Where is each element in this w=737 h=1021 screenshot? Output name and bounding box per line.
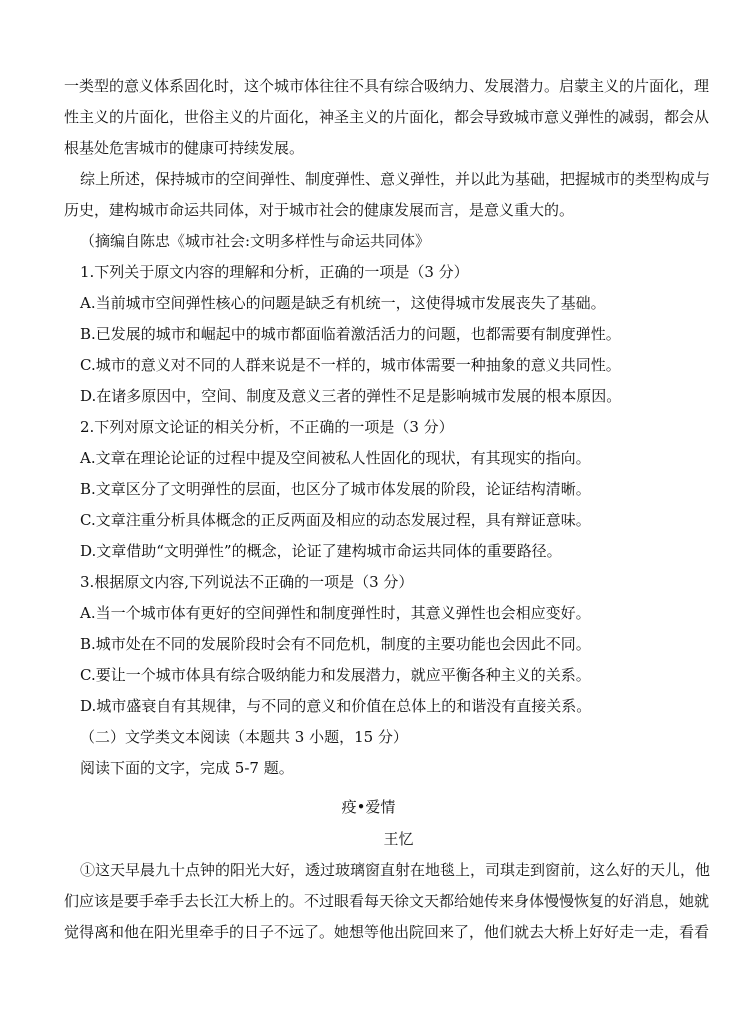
story-title: 疫•爱情 [341, 798, 396, 816]
answer-option: D.城市盛衰自有其规律，与不同的意义和价值在总体上的和谐没有直接关系。 [80, 697, 592, 715]
answer-option: C.城市的意义对不同的人群来说是不一样的，城市体需要一种抽象的意义共同性。 [80, 356, 621, 374]
instruction-line: 阅读下面的文字，完成 5-7 题。 [80, 759, 294, 777]
story-line: 们应该是要手牵手去长江大桥上的。不过眼看每天徐文天都给她传来身体慢慢恢复的好消息，她就 [64, 892, 710, 910]
answer-option: C.文章注重分析具体概念的正反两面及相应的动态发展过程，具有辩证意味。 [80, 511, 591, 529]
answer-option: A.当前城市空间弹性核心的问题是缺乏有机统一，这使得城市发展丧失了基础。 [80, 294, 606, 312]
question-stem: 1.下列关于原文内容的理解和分析，正确的一项是（3 分） [80, 263, 469, 281]
answer-option: D.在诸多原因中，空间、制度及意义三者的弹性不足是影响城市发展的根本原因。 [80, 387, 622, 405]
story-author: 王忆 [383, 830, 414, 848]
question-stem: 3.根据原文内容,下列说法不正确的一项是（3 分） [80, 573, 414, 591]
answer-option: B.已发展的城市和崛起中的城市都面临着激活活力的问题，也都需要有制度弹性。 [80, 325, 621, 343]
question-stem: 2.下列对原文论证的相关分析，不正确的一项是（3 分） [80, 418, 454, 436]
answer-option: B.城市处在不同的发展阶段时会有不同危机，制度的主要功能也会因此不同。 [80, 635, 591, 653]
answer-option: B.文章区分了文明弹性的层面，也区分了城市体发展的阶段，论证结构清晰。 [80, 480, 591, 498]
story-line: ①这天早晨九十点钟的阳光大好，透过玻璃窗直射在地毯上，司琪走到窗前，这么好的天儿，他 [80, 861, 711, 879]
paragraph-line: 综上所述，保持城市的空间弹性、制度弹性、意义弹性，并以此为基础，把握城市的类型构成与 [80, 170, 711, 188]
answer-option: A.当一个城市体有更好的空间弹性和制度弹性时，其意义弹性也会相应变好。 [80, 604, 591, 622]
story-line: 觉得离和他在阳光里牵手的日子不远了。她想等他出院回来了，他们就去大桥上好好走一走，看看 [64, 923, 710, 941]
paragraph-line: 一类型的意义体系固化时，这个城市体往往不具有综合吸纳力、发展潜力。启蒙主义的片面化，理 [64, 77, 710, 95]
section-heading: （二）文学类文本阅读（本题共 3 小题，15 分） [80, 728, 408, 746]
source-citation: （摘编自陈忠《城市社会:文明多样性与命运共同体》 [80, 232, 431, 250]
paragraph-line: 根基处危害城市的健康可持续发展。 [64, 139, 305, 157]
paragraph-line: 性主义的片面化，世俗主义的片面化，神圣主义的片面化，都会导致城市意义弹性的减弱，都会从 [64, 108, 710, 126]
answer-option: C.要让一个城市体具有综合吸纳能力和发展潜力，就应平衡各种主义的关系。 [80, 666, 591, 684]
paragraph-line: 历史，建构城市命运共同体，对于城市社会的健康发展而言，是意义重大的。 [64, 201, 575, 219]
answer-option: A.文章在理论论证的过程中提及空间被私人性固化的现状，有其现实的指向。 [80, 449, 591, 467]
answer-option: D.文章借助“文明弹性”的概念，论证了建构城市命运共同体的重要路径。 [80, 542, 562, 560]
